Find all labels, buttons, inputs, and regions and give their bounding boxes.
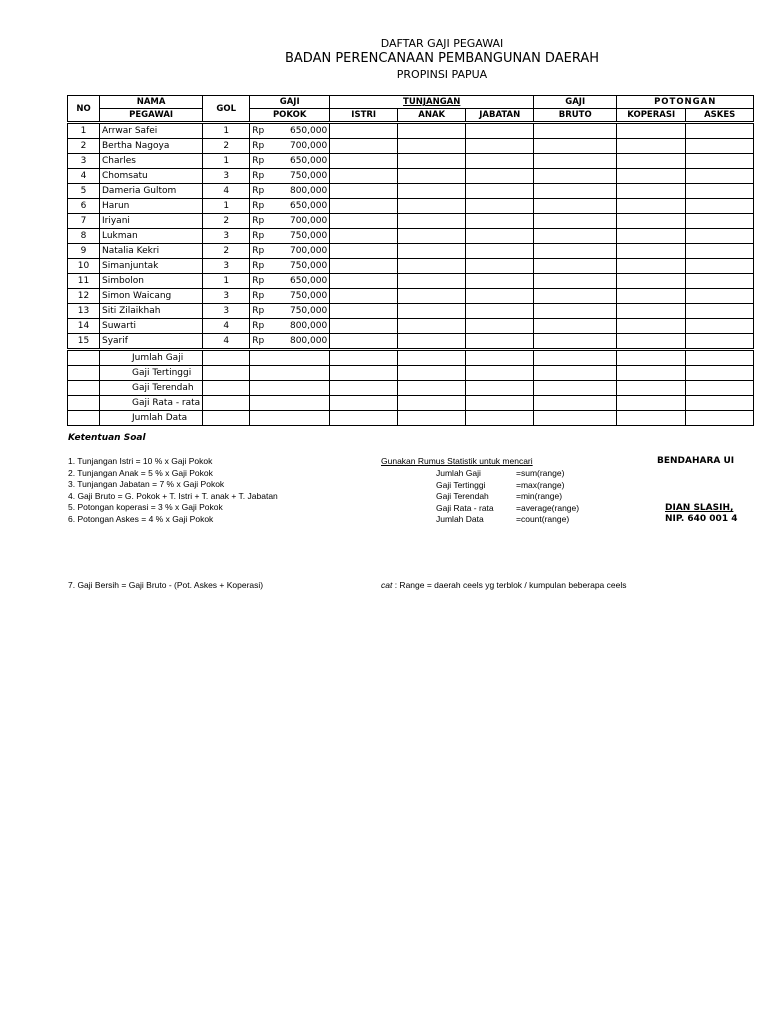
cell-gaji-pokok xyxy=(250,229,330,244)
header-nama: NAMA xyxy=(100,96,203,109)
cell-askes xyxy=(686,289,754,304)
cell-bruto xyxy=(534,319,617,334)
cell-gaji-pokok xyxy=(250,123,330,139)
cell-gaji-pokok xyxy=(250,169,330,184)
summary-cell xyxy=(617,396,686,411)
cell-gaji-pokok xyxy=(250,334,330,350)
cell-bruto xyxy=(534,199,617,214)
summary-row xyxy=(68,396,754,411)
salary-table xyxy=(67,95,754,426)
cell-jabatan xyxy=(466,319,534,334)
cell-bruto xyxy=(534,169,617,184)
cell-gaji-pokok xyxy=(250,319,330,334)
cell-nama: Syarif xyxy=(100,334,203,350)
rumus-formula: =count(range) xyxy=(516,514,570,524)
cell-koperasi xyxy=(617,139,686,154)
cell-anak xyxy=(398,184,466,199)
rules-list xyxy=(68,456,278,525)
cell-bruto xyxy=(534,289,617,304)
summary-cell xyxy=(534,381,617,396)
rumus-name: Gaji Tertinggi xyxy=(436,479,486,490)
cell-no: 10 xyxy=(68,259,100,274)
cell-bruto xyxy=(534,154,617,169)
rumus-name: Gaji Rata - rata xyxy=(436,502,494,513)
cell-jabatan xyxy=(466,229,534,244)
summary-cell xyxy=(466,411,534,426)
signer-name: DIAN SLASIH, xyxy=(665,503,734,513)
gaji-amount: 800,000 xyxy=(289,336,328,346)
cell-istri xyxy=(330,259,398,274)
cell-koperasi xyxy=(617,304,686,319)
catatan-label: cat xyxy=(381,580,393,590)
cell-koperasi xyxy=(617,334,686,350)
rule-7: 7. Gaji Bersih = Gaji Bruto - (Pot. Askes + Koperasi) xyxy=(68,580,264,590)
rumus-formula: =average(range) xyxy=(516,502,580,513)
cell-koperasi xyxy=(617,199,686,214)
cell-bruto xyxy=(534,274,617,289)
cell-nama: Harun xyxy=(100,199,203,214)
currency-label: Rp xyxy=(252,246,265,256)
cell-jabatan xyxy=(466,289,534,304)
currency-label: Rp xyxy=(252,321,265,331)
cell-anak xyxy=(398,123,466,139)
cell-anak xyxy=(398,334,466,350)
cell-gaji-pokok xyxy=(250,274,330,289)
cell-jabatan xyxy=(466,199,534,214)
cell-askes xyxy=(686,244,754,259)
currency-label: Rp xyxy=(252,126,265,136)
cell-koperasi xyxy=(617,229,686,244)
cell-nama: Arrwar Safei xyxy=(100,123,203,139)
table-row xyxy=(68,289,754,304)
rumus-formula: =min(range) xyxy=(516,491,563,501)
cell-istri xyxy=(330,199,398,214)
summary-cell xyxy=(250,411,330,426)
summary-cell xyxy=(398,366,466,381)
cell-nama: Simanjuntak xyxy=(100,259,203,274)
cell-nama: Suwarti xyxy=(100,319,203,334)
table-row xyxy=(68,154,754,169)
cell-bruto xyxy=(534,334,617,350)
header-potongan: POTONGAN xyxy=(617,96,754,109)
cell-gaji-pokok xyxy=(250,184,330,199)
cell-istri xyxy=(330,229,398,244)
rule-item: 2. Tunjangan Anak = 5 % x Gaji Pokok xyxy=(68,467,213,478)
cell-jabatan xyxy=(466,123,534,139)
rumus-name: Jumlah Data xyxy=(436,514,484,524)
gaji-amount: 750,000 xyxy=(289,306,328,316)
cell-jabatan xyxy=(466,139,534,154)
summary-cell xyxy=(68,350,100,366)
rule-item: 5. Potongan koperasi = 3 % x Gaji Pokok xyxy=(68,502,223,512)
cell-koperasi xyxy=(617,154,686,169)
cell-istri xyxy=(330,274,398,289)
table-row xyxy=(68,184,754,199)
catatan xyxy=(381,580,626,592)
summary-cell xyxy=(466,396,534,411)
summary-cell xyxy=(534,366,617,381)
summary-cell xyxy=(686,366,754,381)
cell-jabatan xyxy=(466,274,534,289)
summary-cell xyxy=(534,396,617,411)
cell-askes xyxy=(686,334,754,350)
cell-gol: 3 xyxy=(203,169,250,184)
cell-gol: 2 xyxy=(203,244,250,259)
cell-no: 13 xyxy=(68,304,100,319)
cell-jabatan xyxy=(466,304,534,319)
cell-bruto xyxy=(534,259,617,274)
currency-label: Rp xyxy=(252,156,265,166)
cell-bruto xyxy=(534,304,617,319)
gaji-amount: 650,000 xyxy=(289,156,328,166)
cell-koperasi xyxy=(617,184,686,199)
summary-cell xyxy=(398,411,466,426)
cell-koperasi xyxy=(617,123,686,139)
rumus-title: Gunakan Rumus Statistik untuk mencari xyxy=(381,456,533,466)
header-koperasi: KOPERASI xyxy=(617,109,686,123)
cell-gaji-pokok xyxy=(250,244,330,259)
cell-gaji-pokok xyxy=(250,259,330,274)
summary-cell xyxy=(534,411,617,426)
cell-no: 7 xyxy=(68,214,100,229)
table-row xyxy=(68,139,754,154)
cell-no: 11 xyxy=(68,274,100,289)
summary-cell xyxy=(617,381,686,396)
ketentuan-title: Ketentuan Soal xyxy=(68,433,146,443)
cell-koperasi xyxy=(617,274,686,289)
header-row-2 xyxy=(68,109,754,123)
summary-cell xyxy=(330,381,398,396)
gaji-amount: 650,000 xyxy=(289,201,328,211)
cell-anak xyxy=(398,274,466,289)
summary-cell xyxy=(250,366,330,381)
cell-no: 8 xyxy=(68,229,100,244)
rule-item: 1. Tunjangan Istri = 10 % x Gaji Pokok xyxy=(68,456,213,466)
cell-no: 15 xyxy=(68,334,100,350)
cell-jabatan xyxy=(466,334,534,350)
summary-label: Gaji Terendah xyxy=(100,381,203,396)
table-row xyxy=(68,274,754,289)
cell-askes xyxy=(686,229,754,244)
table-row xyxy=(68,319,754,334)
cell-gol: 3 xyxy=(203,229,250,244)
cell-istri xyxy=(330,214,398,229)
cell-no: 5 xyxy=(68,184,100,199)
gaji-amount: 700,000 xyxy=(289,141,328,151)
cell-gaji-pokok xyxy=(250,154,330,169)
rumus-name: Jumlah Gaji xyxy=(436,468,481,478)
table-row xyxy=(68,334,754,350)
cell-no: 6 xyxy=(68,199,100,214)
header-no: NO xyxy=(68,96,100,123)
summary-cell xyxy=(466,366,534,381)
cell-gaji-pokok xyxy=(250,304,330,319)
cell-nama: Natalia Kekri xyxy=(100,244,203,259)
cell-jabatan xyxy=(466,169,534,184)
summary-cell xyxy=(250,396,330,411)
cell-anak xyxy=(398,259,466,274)
table-row xyxy=(68,214,754,229)
cell-anak xyxy=(398,319,466,334)
cell-nama: Dameria Gultom xyxy=(100,184,203,199)
cell-gol: 3 xyxy=(203,259,250,274)
summary-cell xyxy=(203,381,250,396)
summary-cell xyxy=(686,350,754,366)
cell-no: 1 xyxy=(68,123,100,139)
summary-cell xyxy=(250,350,330,366)
cell-istri xyxy=(330,304,398,319)
cell-gol: 3 xyxy=(203,304,250,319)
cell-askes xyxy=(686,154,754,169)
rumus-name: Gaji Terendah xyxy=(436,491,489,501)
summary-cell xyxy=(466,381,534,396)
rumus-formulas xyxy=(516,468,579,526)
cell-jabatan xyxy=(466,244,534,259)
cell-gol: 1 xyxy=(203,199,250,214)
cell-anak xyxy=(398,289,466,304)
summary-cell xyxy=(686,396,754,411)
summary-cell xyxy=(68,396,100,411)
summary-cell xyxy=(534,350,617,366)
rumus-formula: =max(range) xyxy=(516,479,565,490)
summary-cell xyxy=(466,350,534,366)
summary-cell xyxy=(250,381,330,396)
currency-label: Rp xyxy=(252,201,265,211)
header-pokok: POKOK xyxy=(250,109,330,123)
summary-cell xyxy=(330,350,398,366)
gaji-amount: 700,000 xyxy=(289,246,328,256)
summary-cell xyxy=(617,411,686,426)
cell-bruto xyxy=(534,229,617,244)
header-tunjangan: TUNJANGAN xyxy=(330,96,534,109)
cell-bruto xyxy=(534,123,617,139)
cell-askes xyxy=(686,169,754,184)
cell-koperasi xyxy=(617,289,686,304)
summary-cell xyxy=(617,350,686,366)
header-gol: GOL xyxy=(203,96,250,123)
bendahara-label: BENDAHARA UI xyxy=(657,456,735,466)
cell-istri xyxy=(330,334,398,350)
cell-anak xyxy=(398,244,466,259)
header-istri: ISTRI xyxy=(330,109,398,123)
currency-label: Rp xyxy=(252,216,265,226)
summary-cell xyxy=(686,411,754,426)
currency-label: Rp xyxy=(252,306,265,316)
currency-label: Rp xyxy=(252,186,265,196)
cell-anak xyxy=(398,199,466,214)
cell-askes xyxy=(686,304,754,319)
cell-askes xyxy=(686,274,754,289)
summary-label: Gaji Rata - rata xyxy=(100,396,203,411)
header-row-1 xyxy=(68,96,754,109)
table-row xyxy=(68,169,754,184)
cell-istri xyxy=(330,139,398,154)
cell-koperasi xyxy=(617,259,686,274)
table-row xyxy=(68,244,754,259)
cell-istri xyxy=(330,123,398,139)
cell-gol: 1 xyxy=(203,154,250,169)
cell-gaji-pokok xyxy=(250,289,330,304)
cell-askes xyxy=(686,319,754,334)
cell-nama: Iriyani xyxy=(100,214,203,229)
gaji-amount: 800,000 xyxy=(289,186,328,196)
summary-row xyxy=(68,350,754,366)
cell-gol: 4 xyxy=(203,334,250,350)
cell-gaji-pokok xyxy=(250,214,330,229)
cell-nama: Simbolon xyxy=(100,274,203,289)
summary-label: Jumlah Data xyxy=(100,411,203,426)
document-title: DAFTAR GAJI PEGAWAI xyxy=(380,37,504,50)
cell-istri xyxy=(330,289,398,304)
currency-label: Rp xyxy=(252,171,265,181)
summary-cell xyxy=(203,411,250,426)
summary-row xyxy=(68,381,754,396)
cell-koperasi xyxy=(617,169,686,184)
cell-anak xyxy=(398,214,466,229)
cell-jabatan xyxy=(466,154,534,169)
currency-label: Rp xyxy=(252,231,265,241)
summary-cell xyxy=(617,366,686,381)
gaji-amount: 750,000 xyxy=(289,171,328,181)
cell-no: 9 xyxy=(68,244,100,259)
cell-koperasi xyxy=(617,244,686,259)
header-anak: ANAK xyxy=(398,109,466,123)
cell-nama: Chomsatu xyxy=(100,169,203,184)
summary-cell xyxy=(68,411,100,426)
cell-gaji-pokok xyxy=(250,199,330,214)
cell-bruto xyxy=(534,244,617,259)
cell-bruto xyxy=(534,214,617,229)
cell-jabatan xyxy=(466,259,534,274)
cell-gol: 2 xyxy=(203,139,250,154)
cell-istri xyxy=(330,319,398,334)
cell-nama: Simon Waicang xyxy=(100,289,203,304)
summary-cell xyxy=(203,366,250,381)
cell-gaji-pokok xyxy=(250,139,330,154)
summary-row xyxy=(68,411,754,426)
cell-no: 12 xyxy=(68,289,100,304)
rumus-formula: =sum(range) xyxy=(516,468,565,478)
document-subtitle: BADAN PERENCANAAN PEMBANGUNAN DAERAH xyxy=(285,51,599,66)
cell-anak xyxy=(398,304,466,319)
gaji-amount: 800,000 xyxy=(289,321,328,331)
summary-label: Gaji Tertinggi xyxy=(100,366,203,381)
cell-askes xyxy=(686,139,754,154)
cell-istri xyxy=(330,154,398,169)
summary-cell xyxy=(203,350,250,366)
cell-anak xyxy=(398,154,466,169)
cell-nama: Siti Zilaikhah xyxy=(100,304,203,319)
cell-gol: 2 xyxy=(203,214,250,229)
cell-askes xyxy=(686,123,754,139)
cell-gol: 1 xyxy=(203,274,250,289)
cell-istri xyxy=(330,244,398,259)
header-gaji-pokok: GAJI xyxy=(250,96,330,109)
signer-nip: NIP. 640 001 4 xyxy=(665,514,738,524)
currency-label: Rp xyxy=(252,261,265,271)
summary-row xyxy=(68,366,754,381)
summary-cell xyxy=(330,366,398,381)
summary-cell xyxy=(330,396,398,411)
summary-cell xyxy=(686,381,754,396)
gaji-amount: 750,000 xyxy=(289,291,328,301)
header-askes: ASKES xyxy=(686,109,754,123)
summary-cell xyxy=(68,366,100,381)
cell-anak xyxy=(398,139,466,154)
currency-label: Rp xyxy=(252,336,265,346)
table-row xyxy=(68,199,754,214)
currency-label: Rp xyxy=(252,141,265,151)
cell-askes xyxy=(686,184,754,199)
summary-cell xyxy=(330,411,398,426)
gaji-amount: 700,000 xyxy=(289,216,328,226)
rumus-names xyxy=(436,468,494,526)
cell-gol: 4 xyxy=(203,184,250,199)
table-row xyxy=(68,123,754,139)
cell-istri xyxy=(330,169,398,184)
table-row xyxy=(68,304,754,319)
cell-koperasi xyxy=(617,214,686,229)
cell-gol: 1 xyxy=(203,123,250,139)
cell-jabatan xyxy=(466,184,534,199)
cell-koperasi xyxy=(617,319,686,334)
gaji-amount: 750,000 xyxy=(289,231,328,241)
table-row xyxy=(68,259,754,274)
document-province: PROPINSI PAPUA xyxy=(396,68,488,81)
cell-askes xyxy=(686,214,754,229)
cell-no: 2 xyxy=(68,139,100,154)
summary-cell xyxy=(398,396,466,411)
rule-item: 4. Gaji Bruto = G. Pokok + T. Istri + T. anak + T. Jabatan xyxy=(68,490,278,501)
cell-no: 14 xyxy=(68,319,100,334)
cell-anak xyxy=(398,229,466,244)
cell-bruto xyxy=(534,184,617,199)
gaji-amount: 650,000 xyxy=(289,276,328,286)
cell-gol: 4 xyxy=(203,319,250,334)
summary-cell xyxy=(203,396,250,411)
summary-cell xyxy=(398,381,466,396)
rule-item: 3. Tunjangan Jabatan = 7 % x Gaji Pokok xyxy=(68,479,225,489)
cell-nama: Lukman xyxy=(100,229,203,244)
summary-cell xyxy=(398,350,466,366)
gaji-amount: 750,000 xyxy=(289,261,328,271)
gaji-amount: 650,000 xyxy=(289,126,328,136)
cell-no: 4 xyxy=(68,169,100,184)
header-gaji-bruto: GAJI xyxy=(534,96,617,109)
header-bruto: BRUTO xyxy=(534,109,617,123)
cell-gol: 3 xyxy=(203,289,250,304)
header-pegawai: PEGAWAI xyxy=(100,109,203,123)
currency-label: Rp xyxy=(252,291,265,301)
catatan-text: : Range = daerah ceels yg terblok / kumpulan beberapa ceels xyxy=(392,580,627,590)
cell-nama: Charles xyxy=(100,154,203,169)
currency-label: Rp xyxy=(252,276,265,286)
header-jabatan: JABATAN xyxy=(466,109,534,123)
table-row xyxy=(68,229,754,244)
cell-askes xyxy=(686,259,754,274)
summary-cell xyxy=(68,381,100,396)
cell-no: 3 xyxy=(68,154,100,169)
summary-label: Jumlah Gaji xyxy=(100,350,203,366)
cell-askes xyxy=(686,199,754,214)
cell-bruto xyxy=(534,139,617,154)
cell-jabatan xyxy=(466,214,534,229)
cell-nama: Bertha Nagoya xyxy=(100,139,203,154)
rule-item: 6. Potongan Askes = 4 % x Gaji Pokok xyxy=(68,513,214,524)
cell-anak xyxy=(398,169,466,184)
cell-istri xyxy=(330,184,398,199)
